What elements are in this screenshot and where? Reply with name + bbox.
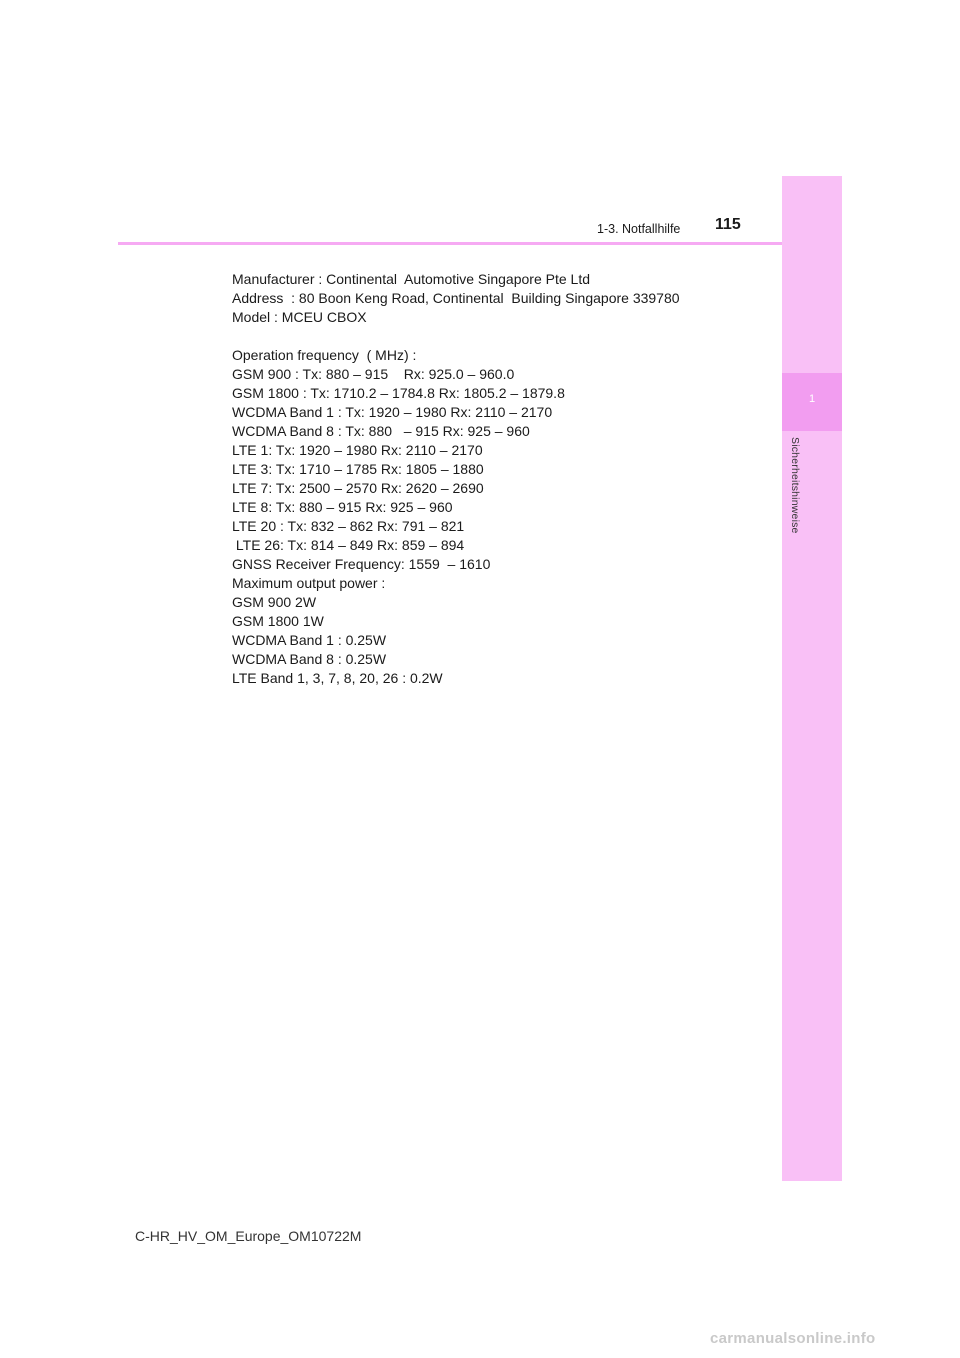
- text-line: LTE 26: Tx: 814 – 849 Rx: 859 – 894: [232, 537, 465, 553]
- text-line: Address : 80 Boon Keng Road, Continental Building Singapore 339780: [232, 290, 680, 306]
- chapter-block[interactable]: [782, 373, 842, 431]
- text-line: LTE 7: Tx: 2500 – 2570 Rx: 2620 – 2690: [232, 480, 484, 496]
- chapter-title-text: Sicherheitshinweise: [789, 437, 801, 534]
- page-number: 115: [715, 216, 741, 233]
- text-line: Manufacturer : Continental Automotive Singapore Pte Ltd: [232, 271, 590, 287]
- manufacturer-block: [232, 270, 772, 327]
- frequency-block: [232, 346, 772, 688]
- text-line: GSM 900 : Tx: 880 – 915 Rx: 925.0 – 960.0: [232, 366, 515, 382]
- section-label: 1-3. Notfallhilfe: [597, 222, 681, 236]
- text-line: GSM 1800 1W: [232, 613, 324, 629]
- text-line: LTE 20 : Tx: 832 – 862 Rx: 791 – 821: [232, 518, 465, 534]
- chapter-number: 1: [808, 393, 816, 405]
- text-line: Model : MCEU CBOX: [232, 309, 367, 325]
- footer-code: C-HR_HV_OM_Europe_OM10722M: [135, 1228, 362, 1244]
- chapter-title: [789, 437, 805, 557]
- text-line: WCDMA Band 8 : Tx: 880 – 915 Rx: 925 – 960: [232, 423, 530, 439]
- text-line: Operation frequency ( MHz) :: [232, 347, 417, 363]
- main-content: [232, 270, 772, 688]
- text-line: LTE Band 1, 3, 7, 8, 20, 26 : 0.2W: [232, 670, 443, 686]
- text-line: WCDMA Band 1 : 0.25W: [232, 632, 387, 648]
- text-line: GNSS Receiver Frequency: 1559 – 1610: [232, 556, 491, 572]
- text-line: Maximum output power :: [232, 575, 386, 591]
- paragraph-gap: [232, 327, 772, 346]
- text-line: WCDMA Band 1 : Tx: 1920 – 1980 Rx: 2110 – 2170: [232, 404, 553, 420]
- text-line: LTE 1: Tx: 1920 – 1980 Rx: 2110 – 2170: [232, 442, 483, 458]
- text-line: GSM 1800 : Tx: 1710.2 – 1784.8 Rx: 1805.2 – 1879.8: [232, 385, 565, 401]
- text-line: GSM 900 2W: [232, 594, 317, 610]
- text-line: LTE 3: Tx: 1710 – 1785 Rx: 1805 – 1880: [232, 461, 484, 477]
- side-tab: [782, 176, 842, 1181]
- text-line: LTE 8: Tx: 880 – 915 Rx: 925 – 960: [232, 499, 453, 515]
- text-line: WCDMA Band 8 : 0.25W: [232, 651, 387, 667]
- header-rule: [118, 242, 782, 245]
- watermark[interactable]: carmanualsonline.info: [710, 1330, 876, 1347]
